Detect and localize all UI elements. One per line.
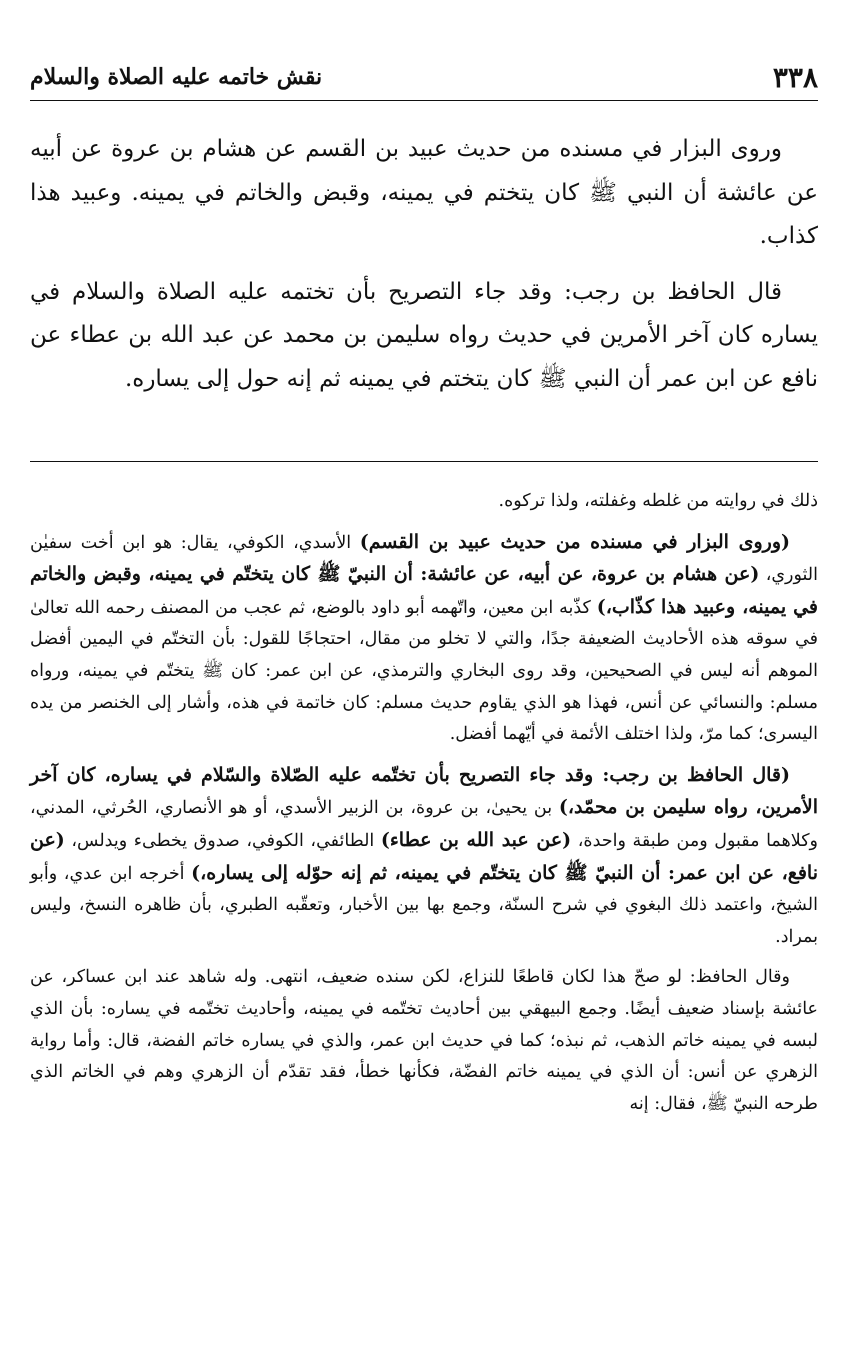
commentary-text: أخرجه ابن عدي، وأبو الشيخ، واعتمد ذلك البغوي في شرح السنّة، وجمع بها بين الأخبار، وتعقّبه الطبري، بأن ظاهره النسخ، وليس بمراد.: [30, 863, 818, 947]
commentary-text: الأسدي، الكوفي، يقال: هو ابن أخت سفيٰن الثوري،: [30, 532, 819, 586]
commentary-paragraph: [30, 760, 818, 954]
quoted-text: (عن نافع، عن ابن عمر: أن النبيّ ﷺ كان يتختّم في يمينه، ثم إنه حوّله إلى يساره،): [30, 828, 818, 884]
quoted-text: (قال الحافظ بن رجب: وقد جاء التصريح بأن تختّمه عليه الصّلاة والسّلام في يساره، كان آخر الأمرين، رواه سليمن بن محمّد،): [30, 763, 818, 819]
footnote-separator: [30, 461, 818, 462]
commentary-text: كذّبه ابن معين، واتّهمه أبو داود بالوضع، ثم عجب من المصنف رحمه الله تعالىٰ في سوقه هذه الأحاديث الضعيفة جدًا، والتي لا تخلو من مقال، احتجاجًا للقول: بأن التختّم في اليمين أفضل الموهم أنه ليس في الصحيحين، وقد روى البخاري والترمذي، عن ابن عمر: كان ﷺ يتختّم في يمينه، ورواه مسلم: والنسائي عن أنس، فهذا هو الذي يقاوم حديث مسلم: كان خاتمة في هذه، وأشار إلى الخنصر من يده اليسرى؛ كما مرّ، ولذا اختلف الأئمة في أيّهما أفضل.: [30, 597, 818, 745]
commentary-paragraph: وقال الحافظ: لو صحّ هذا لكان قاطعًا للنزاع، لكن سنده ضعيف، انتهى. وله شاهد عند ابن عساكر، عن عائشة بإسناد ضعيف أيضًا. وجمع البيهقي بين أحاديث تختّمه في يمينه، وأحاديث تختّمه في يساره: بأن الذي لبسه في يمينه خاتم الذهب، ثم نبذه؛ كما في حديث ابن عمر، والذي في يساره خاتم الفضة، قال: وأما رواية الزهري عن أنس: أن الذي في يمينه خاتم الفضّة، فكأنها خطأ، فقد تقدّم أن الزهري وهم في الخاتم الذي طرحه النبيّ ﷺ، فقال: إنه: [30, 967, 818, 1114]
commentary-paragraph: ذلك في روايته من غلطه وغفلته، ولذا تركوه.: [498, 491, 818, 511]
commentary: [30, 486, 818, 1120]
main-text: [30, 128, 818, 401]
main-paragraph: قال الحافظ بن رجب: وقد جاء التصريح بأن تختمه عليه الصلاة والسلام في يساره كان آخر الأمرين في حديث رواه سليمن بن محمد عن عبد الله بن عطاء عن نافع عن ابن عمر أن النبي ﷺ كان يتختم في يمينه ثم إنه حول إلى يساره.: [30, 278, 818, 392]
header-title: نقش خاتمه عليه الصلاة والسلام: [30, 64, 323, 90]
commentary-text: الطائفي، الكوفي، صدوق يخطىء ويدلس،: [64, 830, 381, 851]
quoted-text: (عن هشام بن عروة، عن أبيه، عن عائشة: أن النبيّ ﷺ كان يتختّم في يمينه، وقبض والخاتم في يمينه، وعبيد هذا كذّاب،): [30, 563, 819, 618]
main-paragraph: وروى البزار في مسنده من حديث عبيد بن القسم عن هشام بن عروة عن أبيه عن عائشة أن النبي ﷺ كان يتختم في يمينه، وقبض والخاتم في يمينه. وعبيد هذا كذاب.: [30, 136, 818, 249]
quoted-text: (وروى البزار في مسنده من حديث عبيد بن القسم): [359, 530, 790, 553]
quoted-text: (عن عبد الله بن عطاء): [380, 828, 572, 851]
commentary-paragraph: [30, 527, 818, 751]
page-number: ٣٣٨: [772, 60, 818, 94]
commentary-text: بن يحيىٰ، بن عروة، بن الزبير الأسدي، أو هو الأنصاري، الحُرثي، المدني، وكلاهما مقبول ومن طبقة واحدة،: [30, 798, 818, 851]
running-header: [30, 54, 818, 101]
